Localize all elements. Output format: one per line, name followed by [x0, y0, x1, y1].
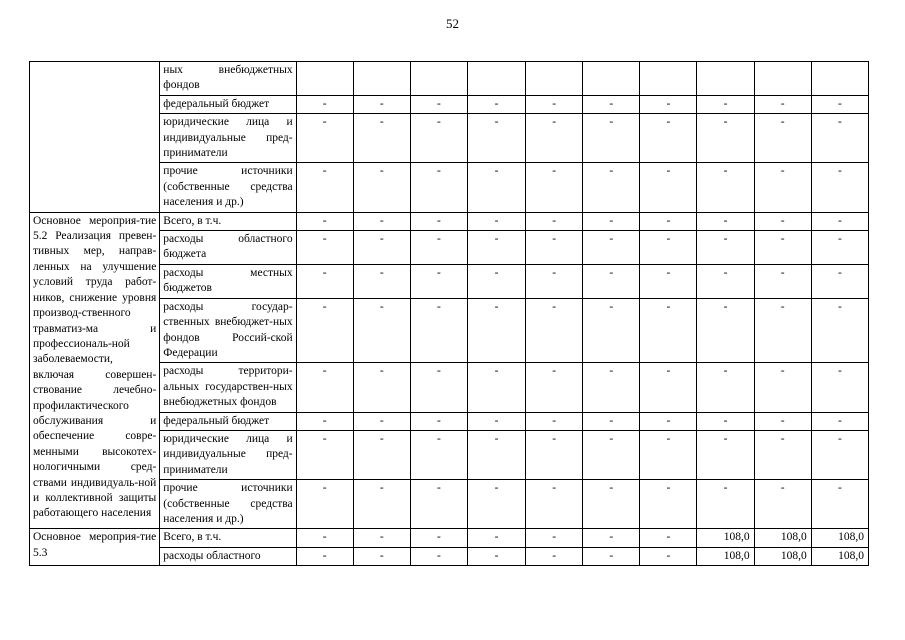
value-cell: - — [296, 480, 353, 529]
value-cell: - — [353, 212, 410, 230]
value-cell: - — [526, 529, 583, 547]
value-cell: - — [811, 480, 868, 529]
value-cell: - — [410, 95, 467, 113]
value-cell: - — [467, 95, 525, 113]
value-cell: 108,0 — [754, 529, 811, 547]
value-cell: - — [640, 480, 697, 529]
value-cell: - — [640, 298, 697, 363]
value-cell: - — [410, 114, 467, 163]
value-cell: - — [526, 95, 583, 113]
value-cell: - — [410, 529, 467, 547]
table-row — [30, 212, 869, 230]
value-cell — [697, 62, 754, 96]
page-number: 52 — [446, 16, 459, 31]
value-cell: - — [754, 264, 811, 298]
value-cell: - — [353, 298, 410, 363]
value-cell: - — [526, 231, 583, 265]
value-cell: - — [697, 298, 754, 363]
value-cell: - — [754, 95, 811, 113]
value-cell: - — [296, 547, 353, 565]
value-cell: - — [697, 264, 754, 298]
value-cell: - — [353, 480, 410, 529]
table-row — [30, 62, 869, 96]
value-cell: - — [697, 163, 754, 212]
value-cell: - — [410, 163, 467, 212]
value-cell: - — [467, 163, 525, 212]
value-cell: - — [697, 114, 754, 163]
value-cell: - — [526, 298, 583, 363]
value-cell: - — [640, 231, 697, 265]
value-cell: - — [640, 264, 697, 298]
funding-source-cell: расходы государ-ственных внебюджет-ных фондов Россий-ской Федерации — [160, 298, 296, 363]
budget-table — [29, 61, 869, 566]
value-cell: - — [697, 480, 754, 529]
funding-source-cell: прочие источники (собственные средства населения и др.) — [160, 163, 296, 212]
value-cell: - — [467, 412, 525, 430]
value-cell: - — [410, 298, 467, 363]
value-cell: - — [526, 114, 583, 163]
value-cell: - — [296, 363, 353, 412]
value-cell: - — [697, 95, 754, 113]
value-cell: - — [697, 363, 754, 412]
value-cell: 108,0 — [697, 529, 754, 547]
value-cell: - — [296, 430, 353, 479]
value-cell: - — [353, 529, 410, 547]
value-cell: - — [640, 412, 697, 430]
value-cell — [754, 62, 811, 96]
value-cell: - — [583, 114, 640, 163]
value-cell: - — [811, 163, 868, 212]
value-cell: - — [583, 298, 640, 363]
value-cell: - — [467, 547, 525, 565]
table-row — [30, 529, 869, 547]
value-cell: - — [583, 212, 640, 230]
funding-source-cell: юридические лица и индивидуальные пред-приниматели — [160, 430, 296, 479]
value-cell: - — [583, 95, 640, 113]
value-cell: - — [697, 231, 754, 265]
value-cell: - — [811, 114, 868, 163]
value-cell: - — [353, 95, 410, 113]
value-cell: - — [583, 363, 640, 412]
value-cell: - — [467, 264, 525, 298]
value-cell: - — [353, 363, 410, 412]
value-cell: - — [353, 231, 410, 265]
value-cell: - — [811, 212, 868, 230]
funding-source-cell: юридические лица и индивидуальные пред-приниматели — [160, 114, 296, 163]
value-cell — [640, 62, 697, 96]
value-cell: - — [296, 212, 353, 230]
measure-cell: Основное мероприя-тие 5.2 Реализация превен-тивных мер, направ-ленных на улучшение условий труда работ-ников, снижение уровня производ-ственного травматиз-ма и профессиональ-ной заболеваемости, включая совершен-ствование лечебно-профилактического обслуживания и обеспечение совре-менными высокотех-нологичными сред-ствами индивидуаль-ной и коллективной защиты работающего населения — [30, 212, 160, 529]
value-cell: - — [467, 231, 525, 265]
budget-table-body — [30, 62, 869, 566]
value-cell: - — [754, 298, 811, 363]
value-cell: - — [410, 363, 467, 412]
value-cell: - — [640, 163, 697, 212]
value-cell: - — [296, 412, 353, 430]
value-cell: - — [526, 163, 583, 212]
funding-source-cell: федеральный бюджет — [160, 95, 296, 113]
value-cell: - — [754, 114, 811, 163]
value-cell: - — [583, 412, 640, 430]
funding-source-cell: расходы территори-альных государствен-ных внебюджетных фондов — [160, 363, 296, 412]
value-cell: - — [583, 430, 640, 479]
funding-source-cell: расходы областного — [160, 547, 296, 565]
value-cell: - — [467, 363, 525, 412]
value-cell: - — [296, 264, 353, 298]
value-cell: - — [811, 264, 868, 298]
value-cell: - — [640, 529, 697, 547]
value-cell: - — [583, 547, 640, 565]
value-cell: - — [811, 412, 868, 430]
value-cell: - — [811, 298, 868, 363]
value-cell: - — [640, 95, 697, 113]
value-cell: - — [467, 212, 525, 230]
funding-source-cell: расходы областного бюджета — [160, 231, 296, 265]
value-cell — [467, 62, 525, 96]
value-cell: - — [754, 163, 811, 212]
value-cell: - — [526, 430, 583, 479]
value-cell: - — [754, 212, 811, 230]
value-cell: - — [811, 95, 868, 113]
value-cell: - — [526, 547, 583, 565]
value-cell: 108,0 — [754, 547, 811, 565]
value-cell: - — [811, 231, 868, 265]
value-cell: - — [754, 363, 811, 412]
value-cell: - — [640, 547, 697, 565]
value-cell: - — [583, 231, 640, 265]
value-cell: - — [640, 212, 697, 230]
value-cell: - — [410, 212, 467, 230]
value-cell: - — [296, 529, 353, 547]
value-cell: - — [353, 163, 410, 212]
value-cell: - — [467, 430, 525, 479]
value-cell: - — [754, 480, 811, 529]
value-cell: - — [353, 264, 410, 298]
value-cell: - — [640, 114, 697, 163]
value-cell: - — [640, 430, 697, 479]
value-cell: - — [754, 412, 811, 430]
value-cell: - — [754, 231, 811, 265]
value-cell: - — [526, 264, 583, 298]
funding-source-cell: федеральный бюджет — [160, 412, 296, 430]
value-cell: 108,0 — [697, 547, 754, 565]
value-cell — [353, 62, 410, 96]
value-cell: - — [811, 430, 868, 479]
value-cell: - — [467, 298, 525, 363]
value-cell: - — [526, 480, 583, 529]
value-cell — [526, 62, 583, 96]
value-cell: - — [583, 480, 640, 529]
value-cell: 108,0 — [811, 547, 868, 565]
value-cell: - — [296, 114, 353, 163]
value-cell: - — [353, 547, 410, 565]
funding-source-cell: расходы местных бюджетов — [160, 264, 296, 298]
value-cell: - — [410, 430, 467, 479]
value-cell: - — [296, 163, 353, 212]
value-cell: - — [811, 363, 868, 412]
value-cell — [583, 62, 640, 96]
funding-source-cell: Всего, в т.ч. — [160, 529, 296, 547]
value-cell: - — [467, 529, 525, 547]
value-cell: - — [583, 163, 640, 212]
value-cell: - — [410, 547, 467, 565]
value-cell: - — [640, 363, 697, 412]
value-cell: - — [353, 430, 410, 479]
value-cell: - — [467, 480, 525, 529]
value-cell — [811, 62, 868, 96]
value-cell: 108,0 — [811, 529, 868, 547]
value-cell: - — [583, 529, 640, 547]
measure-cell: Основное мероприя-тие 5.3 — [30, 529, 160, 566]
value-cell: - — [410, 264, 467, 298]
funding-source-cell: прочие источники (собственные средства населения и др.) — [160, 480, 296, 529]
value-cell: - — [526, 212, 583, 230]
measure-cell — [30, 62, 160, 213]
value-cell: - — [697, 430, 754, 479]
funding-source-cell: Всего, в т.ч. — [160, 212, 296, 230]
value-cell: - — [697, 412, 754, 430]
value-cell: - — [296, 231, 353, 265]
value-cell: - — [353, 114, 410, 163]
funding-source-cell: ных внебюджетных фондов — [160, 62, 296, 96]
value-cell: - — [296, 298, 353, 363]
value-cell — [410, 62, 467, 96]
value-cell: - — [526, 412, 583, 430]
value-cell: - — [353, 412, 410, 430]
value-cell: - — [583, 264, 640, 298]
value-cell: - — [526, 363, 583, 412]
value-cell: - — [410, 231, 467, 265]
value-cell: - — [410, 412, 467, 430]
value-cell — [296, 62, 353, 96]
value-cell: - — [697, 212, 754, 230]
value-cell: - — [296, 95, 353, 113]
value-cell: - — [754, 430, 811, 479]
value-cell: - — [410, 480, 467, 529]
value-cell: - — [467, 114, 525, 163]
